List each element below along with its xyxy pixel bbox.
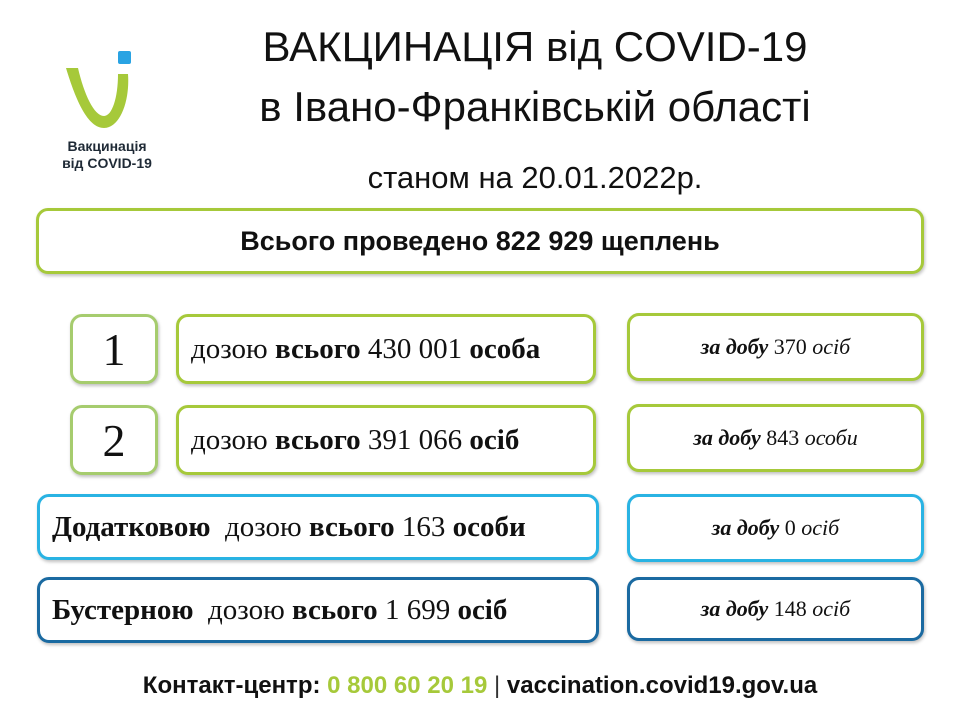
booster-day-value: 148: [773, 596, 807, 621]
additional-unit: особи: [452, 510, 526, 543]
booster-daily-box: [627, 577, 924, 641]
logo-line2: від COVID-19: [62, 155, 152, 171]
dose-2-total-word: всього: [274, 423, 361, 456]
vaccination-v-icon: [58, 46, 148, 136]
booster-label: Бустерною: [52, 593, 194, 626]
dose-1-unit: особа: [469, 332, 541, 365]
dose-2-number: 2: [102, 414, 126, 466]
dose-1-value: 430 001: [367, 332, 463, 365]
booster-dose-box: [37, 577, 599, 643]
dose-2-day-label: за добу: [693, 425, 761, 450]
dose-2-daily-box: [627, 404, 924, 472]
footer-separator: |: [493, 672, 501, 699]
report-date: станом на 20.01.2022р.: [367, 160, 703, 195]
logo-line1: Вакцинація: [67, 138, 147, 154]
vaccination-logo: [38, 46, 168, 176]
dose-1-total-box: [176, 314, 596, 384]
booster-unit: осіб: [457, 593, 508, 626]
dose-2-value: 391 066: [367, 423, 463, 456]
contact-footer: [0, 672, 960, 700]
additional-total-word: всього: [308, 510, 395, 543]
total-prefix: Всього проведено: [240, 225, 489, 256]
booster-word: дозою: [208, 593, 285, 626]
booster-day-label: за добу: [700, 596, 769, 621]
contact-label: Контакт-центр:: [142, 672, 321, 699]
additional-day-unit: осіб: [801, 515, 840, 540]
additional-label: Додатковою: [52, 510, 211, 543]
total-value: 822 929: [495, 225, 594, 256]
dose-2-number-box: [70, 405, 158, 475]
booster-value: 1 699: [384, 593, 451, 626]
additional-daily-box: [627, 494, 924, 562]
booster-total-word: всього: [292, 593, 378, 626]
additional-value: 163: [401, 510, 446, 543]
total-suffix: щеплень: [600, 225, 720, 256]
additional-day-label: за добу: [711, 515, 780, 540]
dose-1-day-label: за добу: [700, 334, 769, 359]
dose-1-day-unit: осіб: [812, 334, 851, 359]
contact-phone[interactable]: 0 800 60 20 19: [327, 672, 488, 699]
additional-day-value: 0: [784, 515, 796, 540]
dose-1-number: 1: [102, 323, 126, 375]
page-title: ВАКЦИНАЦІЯ від COVID-19: [262, 23, 808, 70]
additional-dose-box: [37, 494, 599, 560]
dose-2-total-box: [176, 405, 596, 475]
additional-word: дозою: [225, 510, 302, 543]
dose-1-daily-box: [627, 313, 924, 381]
booster-day-unit: осіб: [812, 596, 851, 621]
dose-1-day-value: 370: [773, 334, 807, 359]
total-vaccinations-box: [36, 208, 924, 274]
logo-caption: [42, 138, 172, 172]
dose-1-word: дозою: [191, 332, 268, 365]
dose-2-unit: осіб: [469, 423, 520, 456]
dose-2-day-value: 843: [766, 425, 800, 450]
dose-2-word: дозою: [191, 423, 268, 456]
contact-website[interactable]: vaccination.covid19.gov.ua: [506, 672, 818, 699]
dose-1-total-word: всього: [274, 332, 361, 365]
page-subtitle: в Івано-Франківській області: [259, 83, 811, 130]
dose-2-day-unit: особи: [804, 425, 858, 450]
dose-1-number-box: [70, 314, 158, 384]
